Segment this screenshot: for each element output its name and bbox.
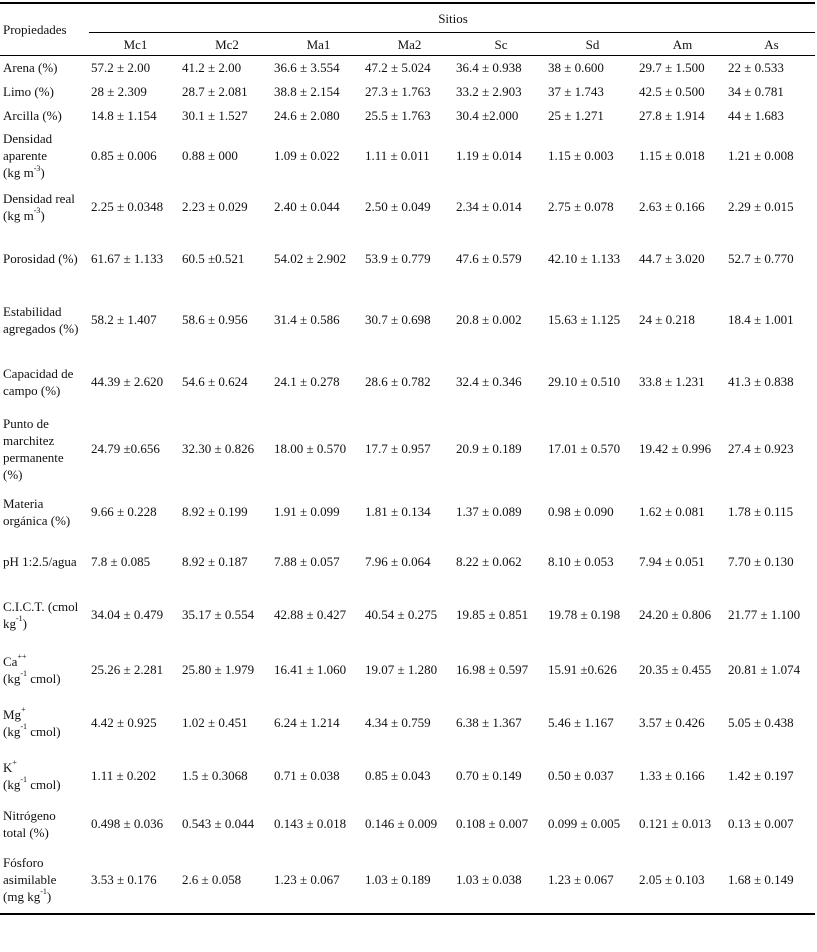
site-column-header-mc1: Mc1 <box>123 36 148 52</box>
value-cell-ma1: 36.6 ± 3.554 <box>274 60 340 76</box>
value-cell-sd: 19.78 ± 0.198 <box>548 607 621 622</box>
value-cell-am: 1.62 ± 0.081 <box>639 504 705 519</box>
value-cell-sd: 0.98 ± 0.090 <box>548 504 614 519</box>
property-label-line: $kg^{-1}$) <box>3 614 28 631</box>
value-cell-mc1: 2.25 ± 0.0348 <box>91 199 164 214</box>
value-cell-am: 1.33 ± 0.166 <box>639 768 705 783</box>
value-cell-mc1: 7.8 ± 0.085 <box>91 554 151 569</box>
table-row <box>0 750 815 802</box>
value-cell-am: 0.121 ± 0.013 <box>639 816 712 831</box>
value-cell-as: 18.4 ± 1.001 <box>728 312 794 327</box>
property-label <box>0 230 89 288</box>
property-label <box>0 846 89 914</box>
property-label-line: campo (%) <box>3 382 61 398</box>
property-label-line: ($kg^{-1}$ cmol) <box>3 669 61 686</box>
site-column-header-am: Am <box>672 36 693 52</box>
value-cell-mc2: 54.6 ± 0.624 <box>182 374 248 389</box>
value-cell-ma2: 53.9 ± 0.779 <box>365 251 431 266</box>
value-cell-ma1: 1.91 ± 0.099 <box>274 504 340 519</box>
value-cell-am: 42.5 ± 0.500 <box>639 84 705 99</box>
value-cell-am: 24 ± 0.218 <box>639 312 695 327</box>
table-row <box>0 352 815 412</box>
value-cell-mc2: 0.543 ± 0.044 <box>182 816 255 831</box>
property-label-line: asimilable <box>3 871 57 887</box>
property-label-line: Densidad real <box>3 190 75 206</box>
value-cell-ma1: 6.24 ± 1.214 <box>274 715 340 730</box>
property-label-line: orgánica (%) <box>3 512 71 528</box>
property-label-line: Nitrógeno <box>3 807 56 823</box>
value-cell-sc: 1.19 ± 0.014 <box>456 148 522 163</box>
value-cell-as: 41.3 ± 0.838 <box>728 374 794 389</box>
value-cell-mc1: 0.85 ± 0.006 <box>91 148 157 163</box>
value-cell-sd: 25 ± 1.271 <box>548 108 604 123</box>
value-cell-am: 7.94 ± 0.051 <box>639 554 705 569</box>
value-cell-ma1: 31.4 ± 0.586 <box>274 312 340 327</box>
site-column-header-as: As <box>764 36 779 52</box>
value-cell-ma1: 2.40 ± 0.044 <box>274 199 340 214</box>
value-cell-ma2: 28.6 ± 0.782 <box>365 374 431 389</box>
value-cell-mc1: 25.26 ± 2.281 <box>91 662 164 677</box>
value-cell-sc: 33.2 ± 2.903 <box>456 84 522 99</box>
value-cell-mc2: 41.2 ± 2.00 <box>182 60 242 76</box>
value-cell-am: 1.15 ± 0.018 <box>639 148 705 163</box>
value-cell-ma2: 7.96 ± 0.064 <box>365 554 431 569</box>
value-cell-as: 0.13 ± 0.007 <box>728 816 794 831</box>
value-cell-mc2: 32.30 ± 0.826 <box>182 441 255 456</box>
property-label-line: Ca++ <box>3 652 27 669</box>
value-cell-ma1: 0.143 ± 0.018 <box>274 816 347 831</box>
value-cell-ma2: 47.2 ± 5.024 <box>365 60 431 76</box>
property-label-line: Arcilla (%) <box>3 108 62 123</box>
value-cell-ma2: 27.3 ± 1.763 <box>365 84 431 99</box>
value-cell-ma1: 18.00 ± 0.570 <box>274 441 347 456</box>
property-label <box>0 644 89 696</box>
property-label-line: Porosidad (%) <box>3 251 78 266</box>
value-cell-mc2: 8.92 ± 0.187 <box>182 554 248 569</box>
value-cell-am: 2.05 ± 0.103 <box>639 871 705 887</box>
value-cell-ma1: 54.02 ± 2.902 <box>274 251 347 266</box>
property-label-line: Materia <box>3 495 44 511</box>
value-cell-mc1: 61.67 ± 1.133 <box>91 251 164 266</box>
property-label <box>0 184 89 230</box>
property-label <box>0 352 89 412</box>
value-cell-ma2: 1.03 ± 0.189 <box>365 871 431 887</box>
site-column-header-ma2: Ma2 <box>397 36 422 52</box>
value-cell-ma2: 2.50 ± 0.049 <box>365 199 431 214</box>
value-cell-sc: 32.4 ± 0.346 <box>456 374 522 389</box>
property-label <box>0 486 89 538</box>
value-cell-as: 20.81 ± 1.074 <box>728 662 801 677</box>
table-row <box>0 230 815 288</box>
value-cell-as: 27.4 ± 0.923 <box>728 441 794 456</box>
table-row <box>0 802 815 846</box>
property-label-line: agregados (%) <box>3 320 79 336</box>
property-label-line: Punto de <box>3 415 49 431</box>
value-cell-as: 7.70 ± 0.130 <box>728 554 794 569</box>
properties-column-header: Propiedades <box>0 3 89 56</box>
value-cell-ma2: 0.146 ± 0.009 <box>365 816 438 831</box>
value-cell-mc2: 58.6 ± 0.956 <box>182 312 248 327</box>
property-label <box>0 412 89 486</box>
value-cell-sc: 19.85 ± 0.851 <box>456 607 529 622</box>
value-cell-sc: 1.37 ± 0.089 <box>456 504 522 519</box>
value-cell-ma2: 19.07 ± 1.280 <box>365 662 438 677</box>
property-label-line: permanente <box>3 449 64 465</box>
table-row <box>0 644 815 696</box>
table-row <box>0 56 815 80</box>
sites-group-header: Sitios <box>89 3 815 33</box>
value-cell-sc: 1.03 ± 0.038 <box>456 871 522 887</box>
value-cell-sd: 37 ± 1.743 <box>548 84 604 99</box>
property-label <box>0 56 89 80</box>
value-cell-sd: 1.15 ± 0.003 <box>548 148 614 163</box>
site-column-header-sd: Sd <box>585 36 600 52</box>
site-column-headers <box>0 33 815 56</box>
value-cell-mc2: 2.23 ± 0.029 <box>182 199 248 214</box>
value-cell-am: 3.57 ± 0.426 <box>639 715 705 730</box>
value-cell-sd: 0.50 ± 0.037 <box>548 768 614 783</box>
value-cell-sc: 2.34 ± 0.014 <box>456 199 522 214</box>
value-cell-as: 1.78 ± 0.115 <box>728 504 794 519</box>
value-cell-sc: 6.38 ± 1.367 <box>456 715 522 730</box>
property-label <box>0 750 89 802</box>
value-cell-mc1: 1.11 ± 0.202 <box>91 768 157 783</box>
value-cell-sd: 17.01 ± 0.570 <box>548 441 621 456</box>
site-column-header-sc: Sc <box>494 36 508 52</box>
property-label-line: Limo (%) <box>3 84 54 99</box>
property-label-line: Densidad <box>3 131 53 146</box>
value-cell-am: 19.42 ± 0.996 <box>639 441 712 456</box>
value-cell-ma2: 30.7 ± 0.698 <box>365 312 431 327</box>
value-cell-am: 44.7 ± 3.020 <box>639 251 705 266</box>
value-cell-ma2: 25.5 ± 1.763 <box>365 108 431 123</box>
property-label <box>0 802 89 846</box>
value-cell-ma2: 17.7 ± 0.957 <box>365 441 431 456</box>
value-cell-am: 29.7 ± 1.500 <box>639 60 705 76</box>
value-cell-as: 5.05 ± 0.438 <box>728 715 794 730</box>
property-label-line: (kg $m^{-3}$) <box>3 206 45 223</box>
value-cell-ma1: 7.88 ± 0.057 <box>274 554 340 569</box>
table-row <box>0 128 815 184</box>
value-cell-ma2: 4.34 ± 0.759 <box>365 715 431 730</box>
value-cell-sc: 8.22 ± 0.062 <box>456 554 522 569</box>
value-cell-mc1: 57.2 ± 2.00 <box>91 60 151 76</box>
site-column-header-ma1: Ma1 <box>306 36 331 52</box>
value-cell-am: 2.63 ± 0.166 <box>639 199 705 214</box>
value-cell-ma2: 1.11 ± 0.011 <box>365 148 430 163</box>
value-cell-ma2: 40.54 ± 0.275 <box>365 607 438 622</box>
property-label-line: K+ <box>3 758 17 775</box>
site-column-header-mc2: Mc2 <box>215 36 239 52</box>
value-cell-mc1: 58.2 ± 1.407 <box>91 312 157 327</box>
table-row <box>0 288 815 352</box>
value-cell-sc: 16.98 ± 0.597 <box>456 662 529 677</box>
value-cell-sd: 38 ± 0.600 <box>548 60 604 76</box>
table-row <box>0 104 815 128</box>
value-cell-sd: 1.23 ± 0.067 <box>548 871 614 887</box>
value-cell-ma2: 1.81 ± 0.134 <box>365 504 431 519</box>
table-row <box>0 846 815 914</box>
value-cell-am: 20.35 ± 0.455 <box>639 662 712 677</box>
value-cell-ma2: 0.85 ± 0.043 <box>365 768 431 783</box>
table-header <box>0 3 815 56</box>
property-label-line: total (%) <box>3 824 49 840</box>
value-cell-sd: 15.91 ±0.626 <box>548 662 617 677</box>
property-label-line: C.I.C.T. (cmol <box>3 598 79 614</box>
property-label-line: Capacidad de <box>3 365 74 381</box>
value-cell-as: 2.29 ± 0.015 <box>728 199 794 214</box>
value-cell-mc1: 24.79 ±0.656 <box>91 441 160 456</box>
table-row <box>0 80 815 104</box>
property-label-line: ($kg^{-1}$ cmol) <box>3 775 61 792</box>
table-row <box>0 696 815 750</box>
property-label-line: (%) <box>3 466 23 482</box>
property-label-line: ($kg^{-1}$ cmol) <box>3 722 61 739</box>
value-cell-mc2: 28.7 ± 2.081 <box>182 84 248 99</box>
value-cell-ma1: 0.71 ± 0.038 <box>274 768 340 783</box>
value-cell-mc1: 14.8 ± 1.154 <box>91 108 157 123</box>
table-body <box>0 56 815 914</box>
value-cell-mc2: 25.80 ± 1.979 <box>182 662 255 677</box>
property-label <box>0 80 89 104</box>
property-label <box>0 586 89 644</box>
table-row <box>0 184 815 230</box>
value-cell-am: 27.8 ± 1.914 <box>639 108 705 123</box>
value-cell-sd: 42.10 ± 1.133 <box>548 251 621 266</box>
table-row <box>0 412 815 486</box>
value-cell-mc2: 1.5 ± 0.3068 <box>182 768 248 783</box>
value-cell-mc1: 28 ± 2.309 <box>91 84 147 99</box>
value-cell-ma1: 42.88 ± 0.427 <box>274 607 347 622</box>
value-cell-as: 1.21 ± 0.008 <box>728 148 794 163</box>
value-cell-mc2: 1.02 ± 0.451 <box>182 715 248 730</box>
value-cell-am: 24.20 ± 0.806 <box>639 607 712 622</box>
value-cell-mc1: 0.498 ± 0.036 <box>91 816 164 831</box>
value-cell-sc: 30.4 ±2.000 <box>456 108 519 123</box>
value-cell-sd: 0.099 ± 0.005 <box>548 816 621 831</box>
value-cell-ma1: 24.6 ± 2.080 <box>274 108 340 123</box>
value-cell-mc1: 3.53 ± 0.176 <box>91 871 157 887</box>
value-cell-mc1: 4.42 ± 0.925 <box>91 715 157 730</box>
property-label-line: (kg $m^{-3}$) <box>3 163 45 180</box>
property-label-line: aparente <box>3 148 48 163</box>
value-cell-ma1: 24.1 ± 0.278 <box>274 374 340 389</box>
property-label <box>0 288 89 352</box>
property-label <box>0 696 89 750</box>
property-label-line: (mg $kg^{-1}$) <box>3 887 52 904</box>
value-cell-ma1: 38.8 ± 2.154 <box>274 84 340 99</box>
value-cell-am: 33.8 ± 1.231 <box>639 374 705 389</box>
value-cell-mc2: 0.88 ± 000 <box>182 148 238 163</box>
value-cell-ma1: 1.09 ± 0.022 <box>274 148 340 163</box>
table-row <box>0 486 815 538</box>
property-label-line: Fósforo <box>3 854 44 870</box>
value-cell-sd: 29.10 ± 0.510 <box>548 374 621 389</box>
value-cell-ma1: 16.41 ± 1.060 <box>274 662 347 677</box>
property-label-line: Estabilidad <box>3 303 62 319</box>
value-cell-mc2: 30.1 ± 1.527 <box>182 108 248 123</box>
property-label-line: pH 1:2.5/agua <box>3 554 77 569</box>
value-cell-mc1: 9.66 ± 0.228 <box>91 504 157 519</box>
property-label <box>0 104 89 128</box>
value-cell-mc1: 34.04 ± 0.479 <box>91 607 164 622</box>
property-label-line: marchitez <box>3 432 55 448</box>
value-cell-as: 21.77 ± 1.100 <box>728 607 801 622</box>
table-row <box>0 538 815 586</box>
property-label-line: Arena (%) <box>3 60 58 76</box>
value-cell-as: 34 ± 0.781 <box>728 84 784 99</box>
value-cell-sd: 2.75 ± 0.078 <box>548 199 614 214</box>
value-cell-as: 52.7 ± 0.770 <box>728 251 794 266</box>
table-row <box>0 586 815 644</box>
value-cell-sc: 36.4 ± 0.938 <box>456 60 522 76</box>
value-cell-sc: 47.6 ± 0.579 <box>456 251 522 266</box>
value-cell-as: 1.68 ± 0.149 <box>728 871 794 887</box>
value-cell-as: 44 ± 1.683 <box>728 108 784 123</box>
value-cell-sc: 20.8 ± 0.002 <box>456 312 522 327</box>
value-cell-sc: 0.108 ± 0.007 <box>456 816 529 831</box>
property-label-line: Mg+ <box>3 705 26 722</box>
soil-properties-table <box>0 2 815 915</box>
property-label <box>0 538 89 586</box>
value-cell-sd: 15.63 ± 1.125 <box>548 312 621 327</box>
value-cell-mc2: 2.6 ± 0.058 <box>182 871 242 887</box>
property-label <box>0 128 89 184</box>
value-cell-mc2: 35.17 ± 0.554 <box>182 607 255 622</box>
value-cell-mc2: 8.92 ± 0.199 <box>182 504 248 519</box>
value-cell-sc: 20.9 ± 0.189 <box>456 441 522 456</box>
value-cell-sd: 8.10 ± 0.053 <box>548 554 614 569</box>
value-cell-mc1: 44.39 ± 2.620 <box>91 374 164 389</box>
value-cell-mc2: 60.5 ±0.521 <box>182 251 245 266</box>
value-cell-sc: 0.70 ± 0.149 <box>456 768 522 783</box>
value-cell-as: 22 ± 0.533 <box>728 60 784 76</box>
value-cell-as: 1.42 ± 0.197 <box>728 768 794 783</box>
value-cell-sd: 5.46 ± 1.167 <box>548 715 614 730</box>
value-cell-ma1: 1.23 ± 0.067 <box>274 871 340 887</box>
